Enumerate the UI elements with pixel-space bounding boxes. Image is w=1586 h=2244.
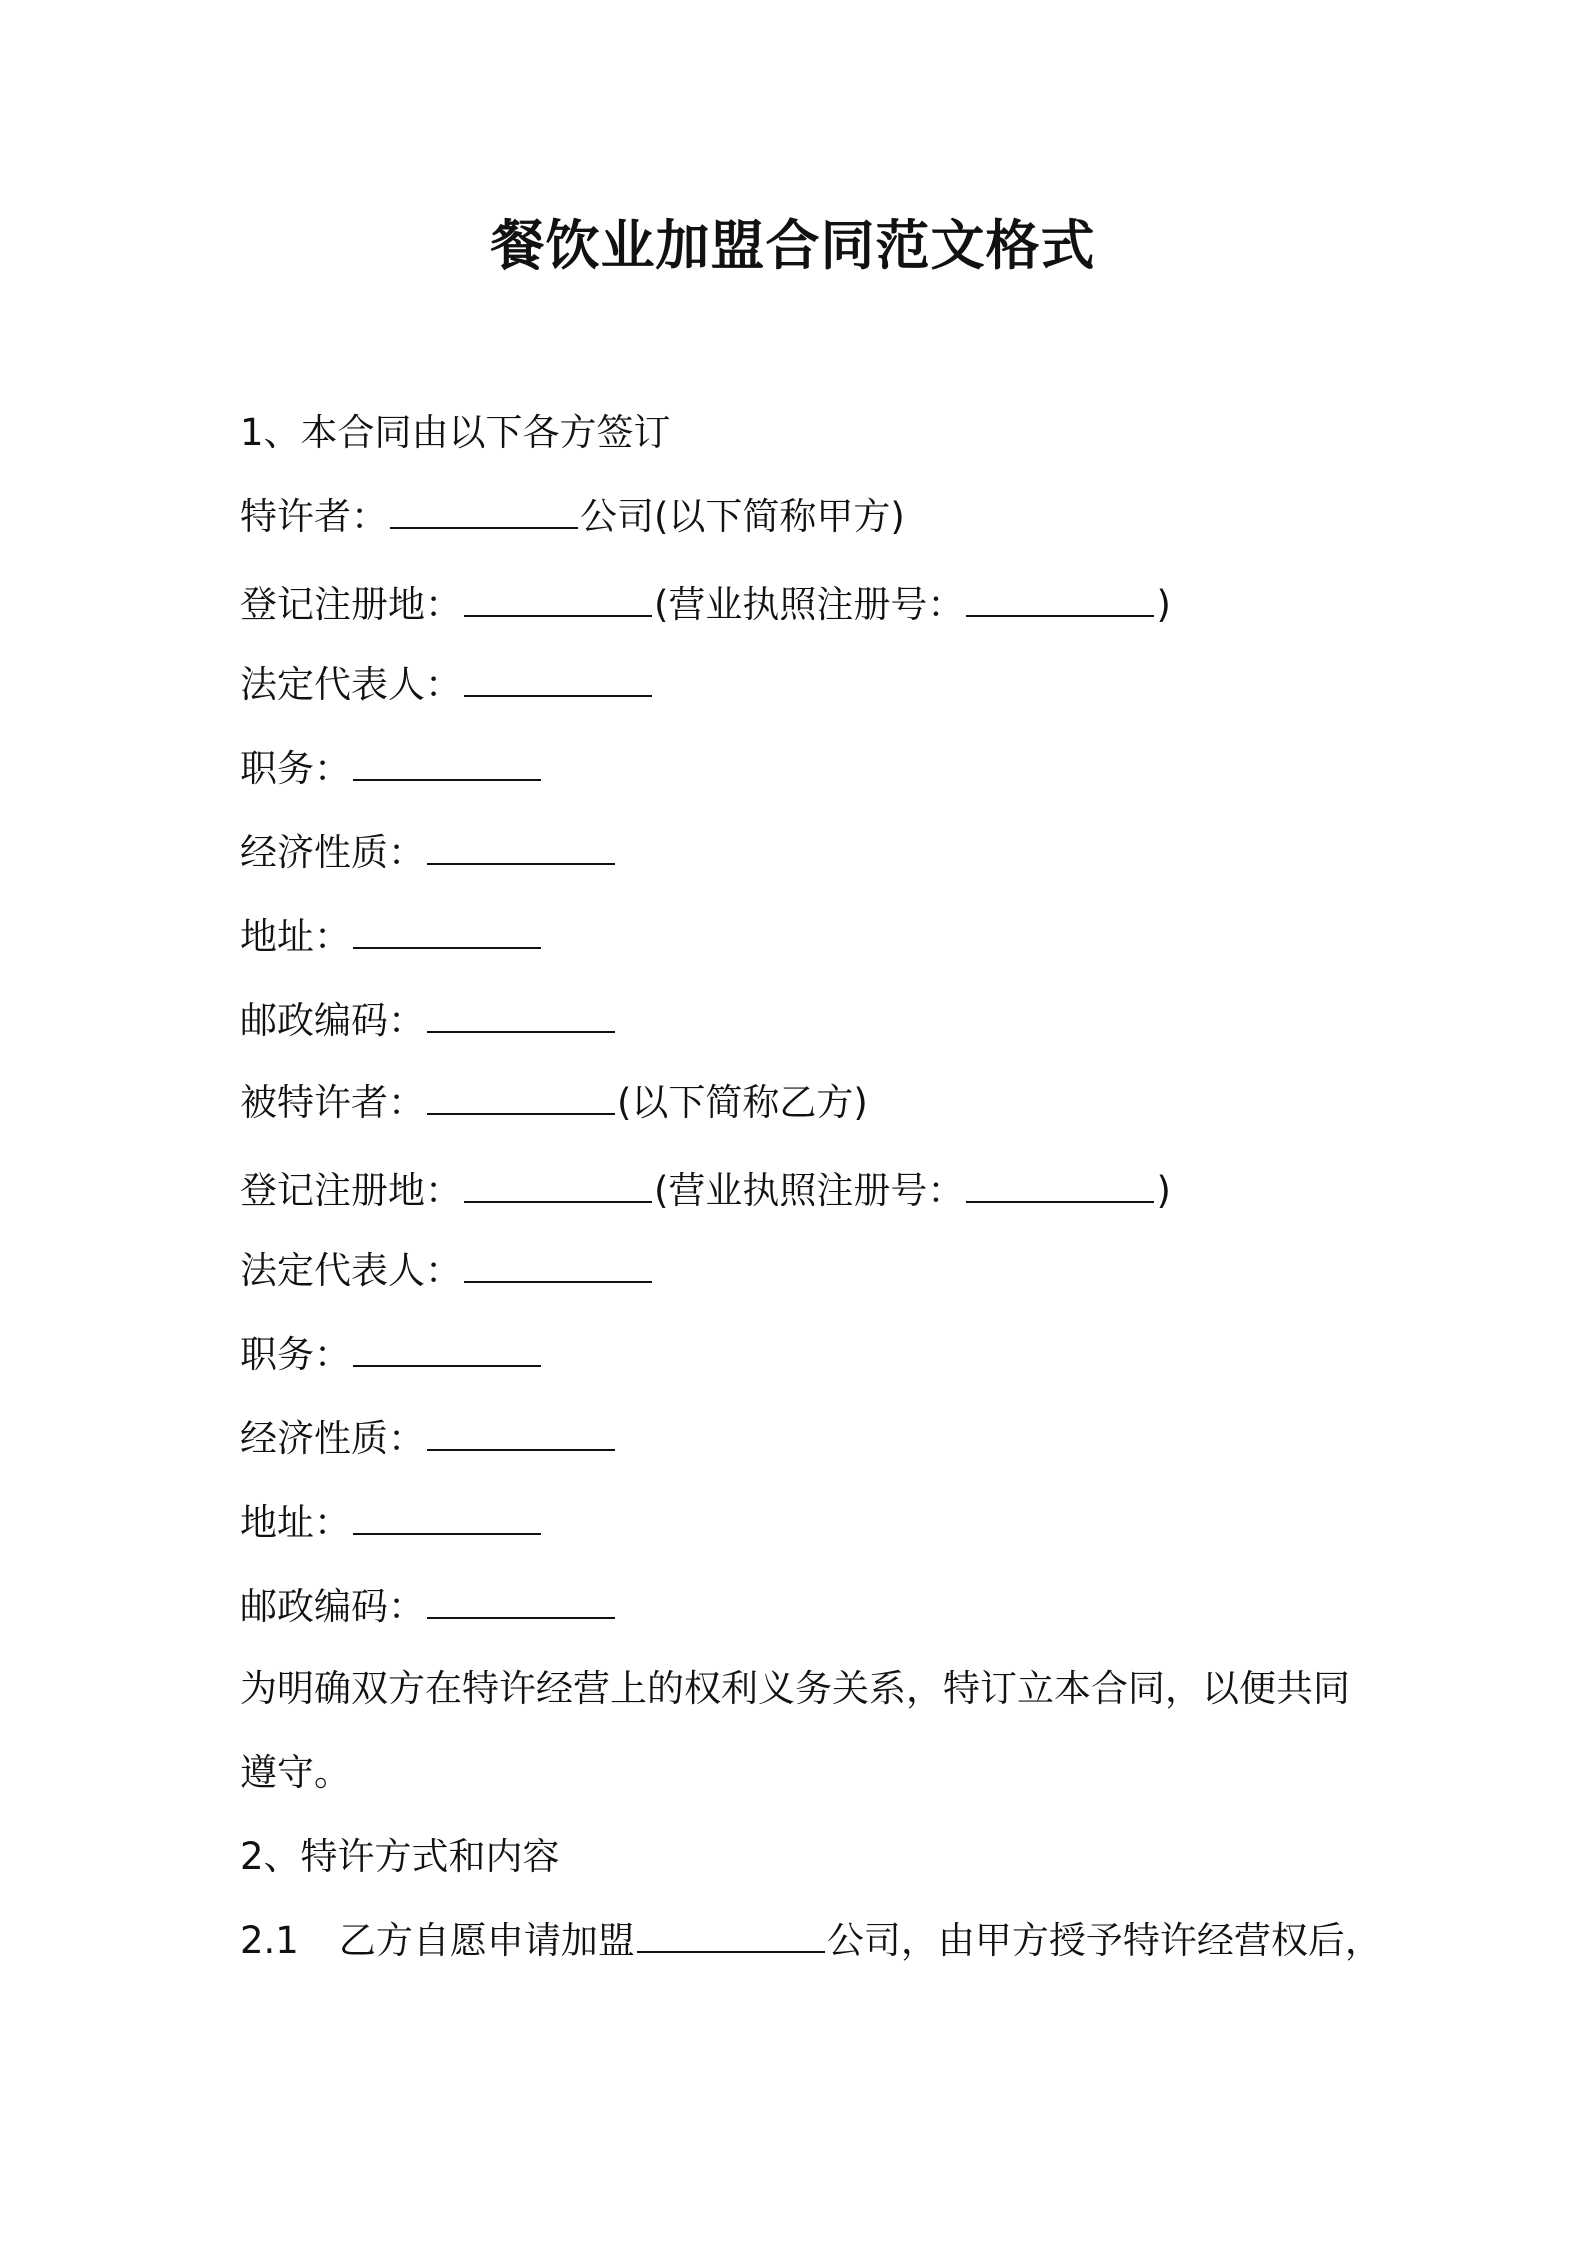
license-close: ): [1156, 1169, 1171, 1212]
purpose-line-2: 遵守。: [240, 1751, 351, 1794]
party-b-address-line: [240, 1498, 543, 1548]
clause-suffix: 公司，由甲方授予特许经营权后，: [826, 1919, 1382, 1962]
clause-2-1-line: [240, 1916, 1382, 1966]
position-blank[interactable]: [353, 1333, 541, 1367]
section1-heading: 1、本合同由以下各方签订: [240, 411, 671, 454]
address-label: 地址：: [240, 1501, 351, 1544]
brand-company-blank[interactable]: [637, 1919, 825, 1953]
address-blank[interactable]: [353, 915, 541, 949]
party-b-postcode-line: [240, 1582, 617, 1632]
economic-nature-label: 经济性质：: [240, 1417, 425, 1460]
party-b-economic-nature-line: [240, 1414, 617, 1464]
party-b-reg-address-line: [240, 1166, 1171, 1216]
license-label: (营业执照注册号：: [654, 583, 965, 626]
legal-rep-label: 法定代表人：: [240, 1249, 462, 1292]
party-a-economic-nature-line: [240, 828, 617, 878]
license-label: (营业执照注册号：: [654, 1169, 965, 1212]
party-a-legal-rep-line: [240, 660, 654, 710]
position-label: 职务：: [240, 747, 351, 790]
document-title: 餐饮业加盟合同范文格式: [490, 214, 1096, 277]
economic-nature-label: 经济性质：: [240, 831, 425, 874]
reg-address-label: 登记注册地：: [240, 583, 462, 626]
franchisor-blank[interactable]: [390, 495, 578, 529]
postcode-label: 邮政编码：: [240, 1585, 425, 1628]
position-label: 职务：: [240, 1333, 351, 1376]
franchisor-line: [240, 492, 905, 542]
license-blank[interactable]: [966, 1169, 1154, 1203]
economic-nature-blank[interactable]: [427, 1417, 615, 1451]
franchisee-blank[interactable]: [427, 1081, 615, 1115]
franchisee-line: [240, 1078, 868, 1128]
party-a-position-line: [240, 744, 543, 794]
postcode-blank[interactable]: [427, 1585, 615, 1619]
address-blank[interactable]: [353, 1501, 541, 1535]
address-label: 地址：: [240, 915, 351, 958]
franchisor-suffix: 公司(以下简称甲方): [580, 495, 905, 538]
position-blank[interactable]: [353, 747, 541, 781]
party-b-legal-rep-line: [240, 1246, 654, 1296]
party-a-address-line: [240, 912, 543, 962]
party-b-position-line: [240, 1330, 543, 1380]
reg-address-label: 登记注册地：: [240, 1169, 462, 1212]
reg-address-blank[interactable]: [464, 583, 652, 617]
section2-heading: 2、特许方式和内容: [240, 1835, 560, 1878]
franchisee-label: 被特许者：: [240, 1081, 425, 1124]
clause-number: 2.1: [240, 1919, 299, 1962]
license-blank[interactable]: [966, 583, 1154, 617]
purpose-line-1: 为明确双方在特许经营上的权利义务关系，特订立本合同，以便共同: [240, 1667, 1350, 1710]
party-a-reg-address-line: [240, 580, 1171, 630]
license-close: ): [1156, 583, 1171, 626]
legal-rep-blank[interactable]: [464, 1249, 652, 1283]
legal-rep-label: 法定代表人：: [240, 663, 462, 706]
legal-rep-blank[interactable]: [464, 663, 652, 697]
reg-address-blank[interactable]: [464, 1169, 652, 1203]
postcode-label: 邮政编码：: [240, 999, 425, 1042]
franchisee-suffix: (以下简称乙方): [617, 1081, 868, 1124]
economic-nature-blank[interactable]: [427, 831, 615, 865]
clause-prefix: 乙方自愿申请加盟: [338, 1919, 635, 1962]
postcode-blank[interactable]: [427, 999, 615, 1033]
party-a-postcode-line: [240, 996, 617, 1046]
franchisor-label: 特许者：: [240, 495, 388, 538]
